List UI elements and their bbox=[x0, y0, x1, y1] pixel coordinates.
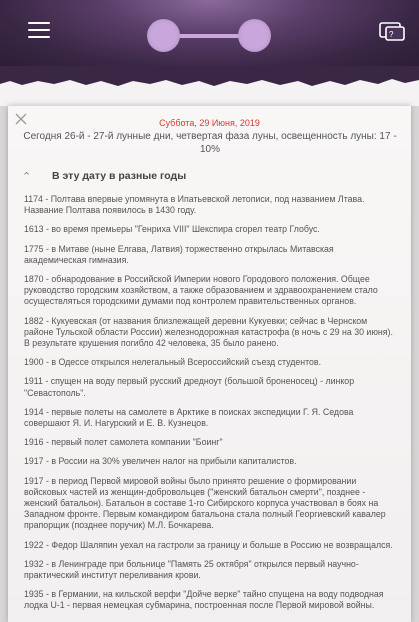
moon-left-circle[interactable] bbox=[147, 19, 180, 52]
day-info-sheet bbox=[8, 106, 411, 622]
list-item: 1917 - в России на 30% увеличен налог на прибыли капиталистов. bbox=[24, 456, 297, 467]
hamburger-icon[interactable] bbox=[28, 22, 50, 40]
list-item: 1935 - в Германии, на кильской верфи "Дойче верке" тайно спущена на воду подводная лодка U-1 - первая немецкая субмарина, построенная после Первой мировой войны. bbox=[24, 589, 384, 611]
flag-icon[interactable] bbox=[379, 20, 405, 42]
list-item: 1916 - первый полет самолета компании "Боинг" bbox=[24, 437, 223, 448]
svg-text:?: ? bbox=[389, 30, 394, 39]
torn-paper-edge bbox=[0, 66, 419, 106]
date-label: Суббота, 29 Июня, 2019 bbox=[159, 118, 260, 128]
list-item: 1900 - в Одессе открылся нелегальный Всероссийский съезд студентов. bbox=[24, 357, 322, 368]
list-item: 1882 - Кукуевская (от названия близлежащей деревни Кукуевки; сейчас в Чернском районе Тульской области России) железнодорожная катастрофа (в ночь с 29 на 30 июня). В результате крушения погибло 42 человека, 35 было ранено. bbox=[24, 315, 393, 349]
list-item: 1917 - в период Первой мировой войны было принято решение о формировании войсковых частей из женщин-добровольцев ("женский батальон смерти", позднее - женский батальон). Батальон в составе 1-го Сибирского корпуса участвовал в боях на Западном фронте. Первым командиром батальона стала полный Георгиевский кавалер прапорщик (позднее поручик) М.Л. Бочкарева. bbox=[24, 475, 386, 531]
section-toggle[interactable] bbox=[22, 170, 402, 186]
moon-slider-track bbox=[177, 34, 243, 38]
moon-right-circle[interactable] bbox=[238, 19, 271, 52]
list-item: 1932 - в Ленинграде при больнице "Память 25 октября" открылся первый научно-практический институт переливания крови. bbox=[24, 558, 359, 581]
list-item: 1775 - в Митаве (ныне Елгава, Латвия) торжественно открылась Митавская академическая гимназия. bbox=[24, 243, 334, 265]
list-item: 1174 - Полтава впервые упомянута в Ипатьевской летописи, под названием Лтава. Название Полтава появилось в 1430 году. bbox=[24, 194, 365, 216]
chevron-up-icon: ⌃ bbox=[22, 171, 32, 183]
list-item: 1870 - обнародование в Российской Империи нового Городового положения. Общее руководство городским хозяйством, а также образованием и здравоохранением стало осуществляться городскими думами под контролем правительственных органов. bbox=[24, 274, 378, 307]
section-title: В эту дату в разные годы bbox=[52, 170, 187, 182]
events-list bbox=[24, 194, 396, 620]
list-item: 1911 - спущен на воду первый русский дредноут (большой броненосец) - линкор "Севастополь". bbox=[24, 376, 355, 398]
list-item: 1914 - первые полеты на самолете в Арктике в поисках экспедиции Г. Я. Седова совершают Я. И. Нагурский и Е. В. Кузнецов. bbox=[24, 406, 354, 429]
moon-phase-slider[interactable] bbox=[147, 18, 273, 54]
list-item: 1613 - во время премьеры "Генриха VIII" Шекспира сгорел театр Глобус. bbox=[24, 224, 320, 235]
top-bar bbox=[0, 0, 419, 70]
moon-phase-text: Сегодня 26-й - 27-й лунные дни, четвертая фаза луны, освещенность луны: 17 - 10% bbox=[23, 131, 397, 155]
list-item: 1922 - Федор Шаляпин уехал на гастроли за границу и больше в Россию не возвращался. bbox=[24, 539, 393, 550]
